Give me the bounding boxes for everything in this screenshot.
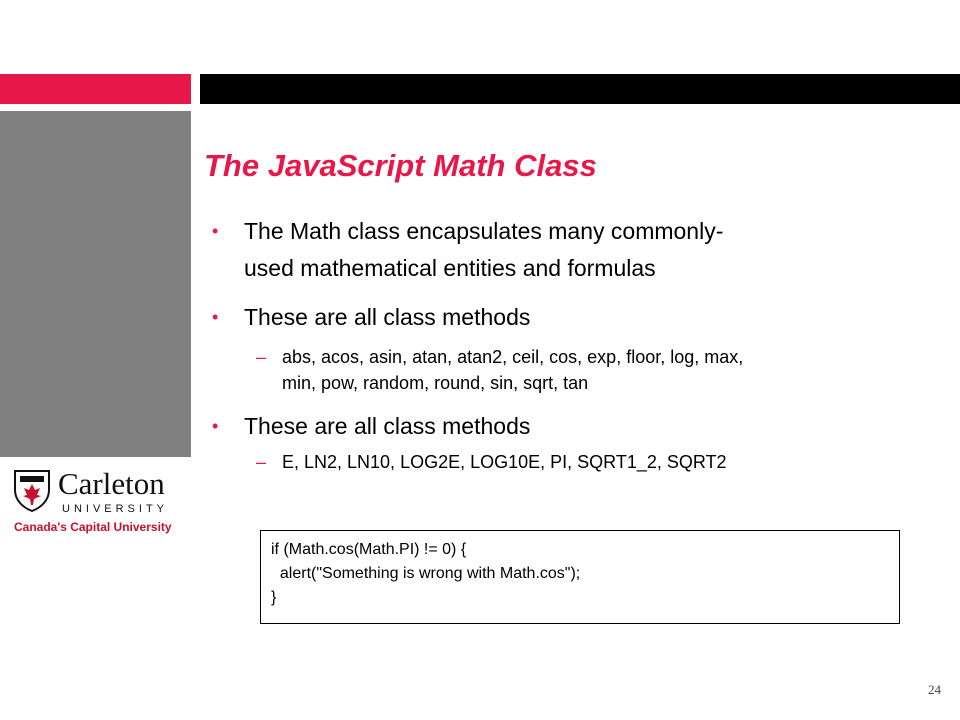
code-line: if (Math.cos(Math.PI) != 0) { [271,541,467,558]
sub-bullet-item [212,344,912,396]
page-number: 24 [928,682,941,697]
accent-bar-red [0,74,191,104]
sub-bullet-line: abs, acos, asin, atan, atan2, ceil, cos, exp, floor, log, max, [282,347,744,367]
slide-content [212,213,912,475]
code-line: alert("Something is wrong with Math.cos"); [271,565,581,582]
carleton-logo [12,468,192,538]
sub-bullet-line: E, LN2, LN10, LOG2E, LOG10E, PI, SQRT1_2, SQRT2 [282,452,727,472]
bullet-dot: • [212,416,219,436]
bullet-text-line: used mathematical entities and formulas [244,255,656,281]
sub-bullet-item [212,449,912,475]
logo-university: UNIVERSITY [62,503,169,515]
bullet-item [212,408,912,445]
bullet-text: These are all class methods [244,413,531,439]
sub-bullet-dash: – [256,452,267,472]
bullet-item [212,213,912,287]
logo-tagline: Canada's Capital University [14,520,172,534]
logo-name: Carleton [58,466,165,501]
side-panel-grey [0,111,191,457]
sub-bullet-dash: – [256,347,267,367]
header-bar-black [200,74,960,104]
code-example [260,530,900,624]
shield-icon [12,468,52,512]
code-line: } [271,589,277,606]
bullet-dot: • [212,221,219,241]
sub-bullet-line: min, pow, random, round, sin, sqrt, tan [282,373,589,393]
bullet-dot: • [212,307,219,327]
bullet-text: These are all class methods [244,304,531,330]
slide-title: The JavaScript Math Class [204,148,597,183]
bullet-item [212,299,912,336]
bullet-text-line: The Math class encapsulates many commonly- [244,218,724,244]
